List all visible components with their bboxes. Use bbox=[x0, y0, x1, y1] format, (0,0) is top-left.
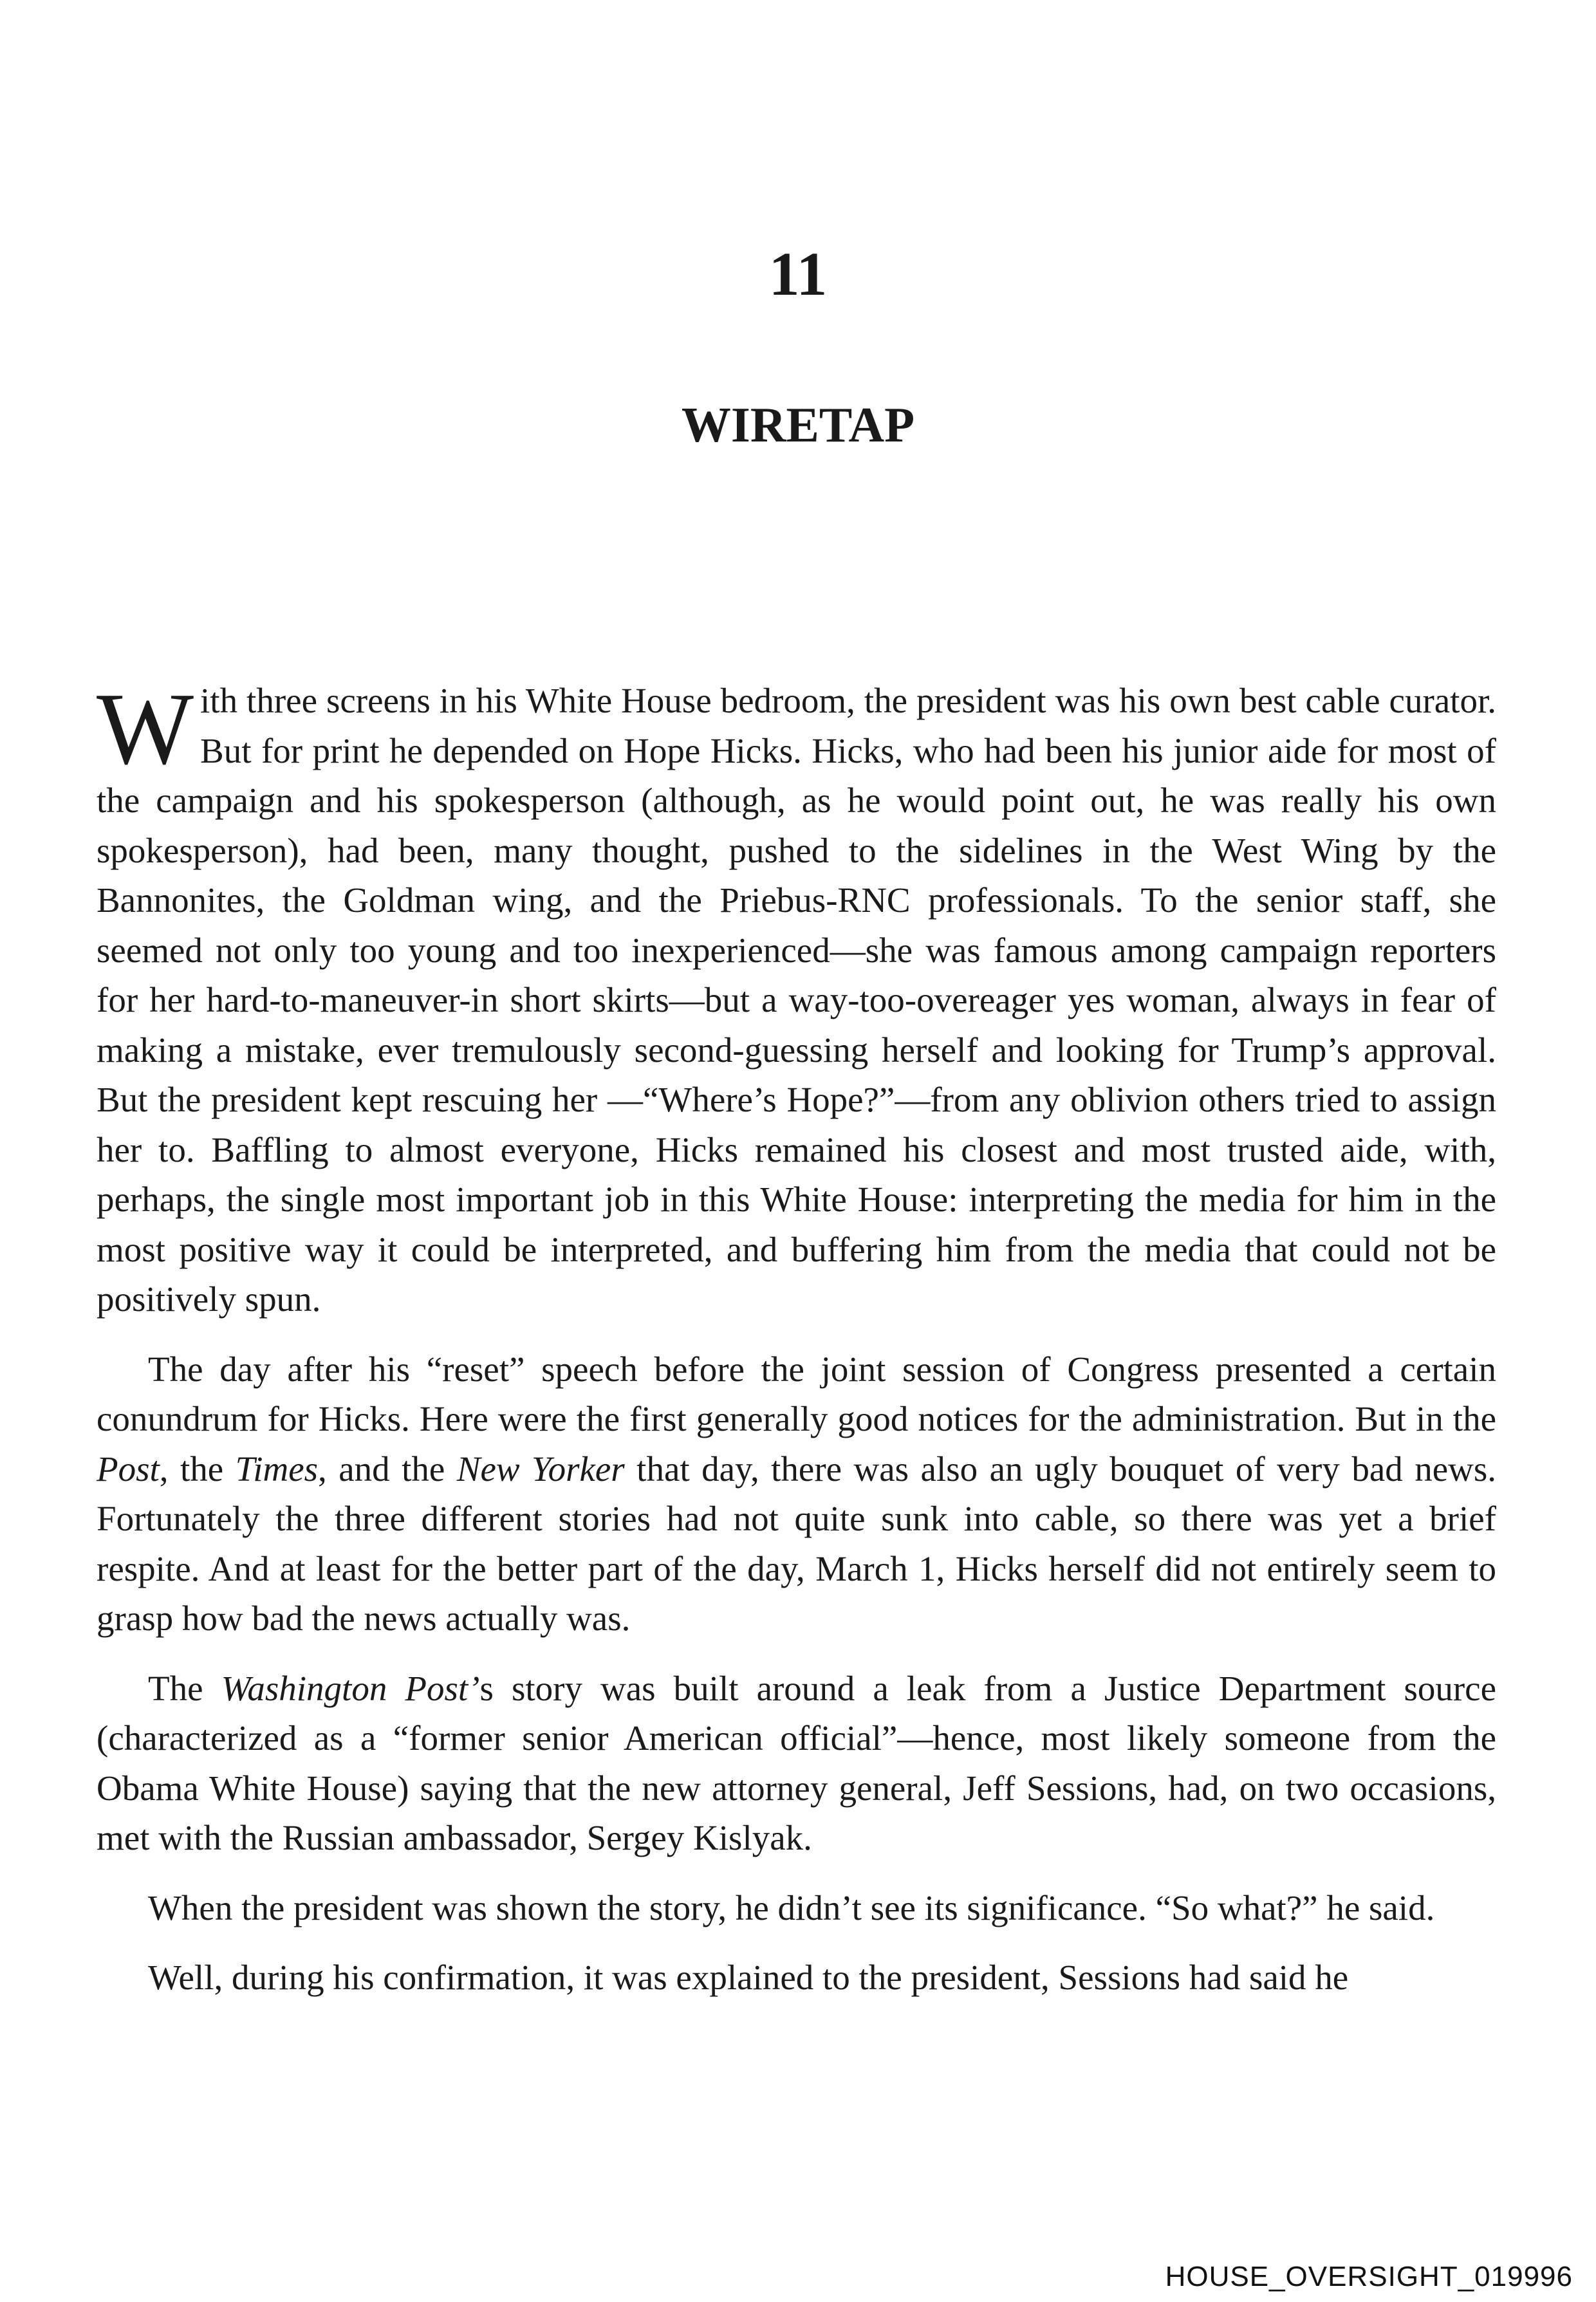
chapter-title: WIRETAP bbox=[681, 397, 915, 452]
chapter-number: 11 bbox=[768, 239, 828, 308]
paragraph-2 bbox=[97, 1344, 1496, 1644]
bates-number: HOUSE_OVERSIGHT_019996 bbox=[1165, 2261, 1573, 2292]
paragraph-2-text-d: that day, there was also an ugly bouquet of very bad news. Fortunately the three different stories had not quite sunk into cable, so there was yet a brief respite. And at least for the better part of the day, March 1, Hicks herself did not entirely seem to grasp how bad the news actually was. bbox=[97, 1449, 1496, 1638]
paragraph-4 bbox=[97, 1883, 1496, 1933]
body-text bbox=[97, 671, 1496, 2023]
drop-cap: W bbox=[97, 671, 194, 786]
paragraph-3-text-b: s story was built around a leak from a Justice Department source (characterized as a “former senior American official”—hence, most likely someone from the Obama White House) saying that the new attorney general, Jeff Sessions, had, on two occasions, met with the Russian ambassador, Sergey Kislyak. bbox=[97, 1668, 1496, 1857]
publication-post: Post bbox=[97, 1449, 160, 1489]
publication-new-yorker: New Yorker bbox=[456, 1449, 625, 1489]
paragraph-2-text-b: , the bbox=[159, 1449, 236, 1489]
paragraph-5-text: Well, during his confirmation, it was explained to the president, Sessions had said he bbox=[148, 1958, 1349, 1997]
paragraph-1 bbox=[97, 671, 1496, 1324]
paragraph-3 bbox=[97, 1664, 1496, 1863]
paragraph-4-text: When the president was shown the story, he didn’t see its significance. “So what?” he said. bbox=[148, 1888, 1435, 1927]
paragraph-2-text-c: , and the bbox=[318, 1449, 457, 1489]
paragraph-1-text: ith three screens in his White House bedroom, the president was his own best cable curator. But for print he depended on Hope Hicks. Hicks, who had been his junior aide for most of the campaign and his spokesperson (although, as he would point out, he was really his own spokesperson), had been, many thought, pushed to the sidelines in the West Wing by the Bannonites, the Goldman wing, and the Priebus-RNC professionals. To the senior staff, she seemed not only too young and too inexperienced—she was famous among campaign reporters for her hard-to-maneuver-in short skirts—but a way-too-overeager yes woman, always in fear of making a mistake, ever tremulously second-guessing herself and looking for Trump’s approval. But the president kept rescuing her —“Where’s Hope?”—from any oblivion others tried to assign her to. Baffling to almost everyone, Hicks remained his closest and most trusted aide, with, perhaps, the single most important job in this White House: interpreting the media for him in the most positive way it could be interpreted, and buffering him from the media that could not be positively spun. bbox=[97, 681, 1496, 1319]
paragraph-3-text-a: The bbox=[148, 1668, 221, 1708]
paragraph-5 bbox=[97, 1953, 1496, 2003]
paragraph-2-text-a: The day after his “reset” speech before the joint session of Congress presented a certain conundrum for Hicks. Here were the first generally good notices for the administration. But in the bbox=[97, 1349, 1496, 1438]
publication-times: Times bbox=[235, 1449, 319, 1489]
publication-washington-post: Washington Post’ bbox=[221, 1668, 480, 1708]
